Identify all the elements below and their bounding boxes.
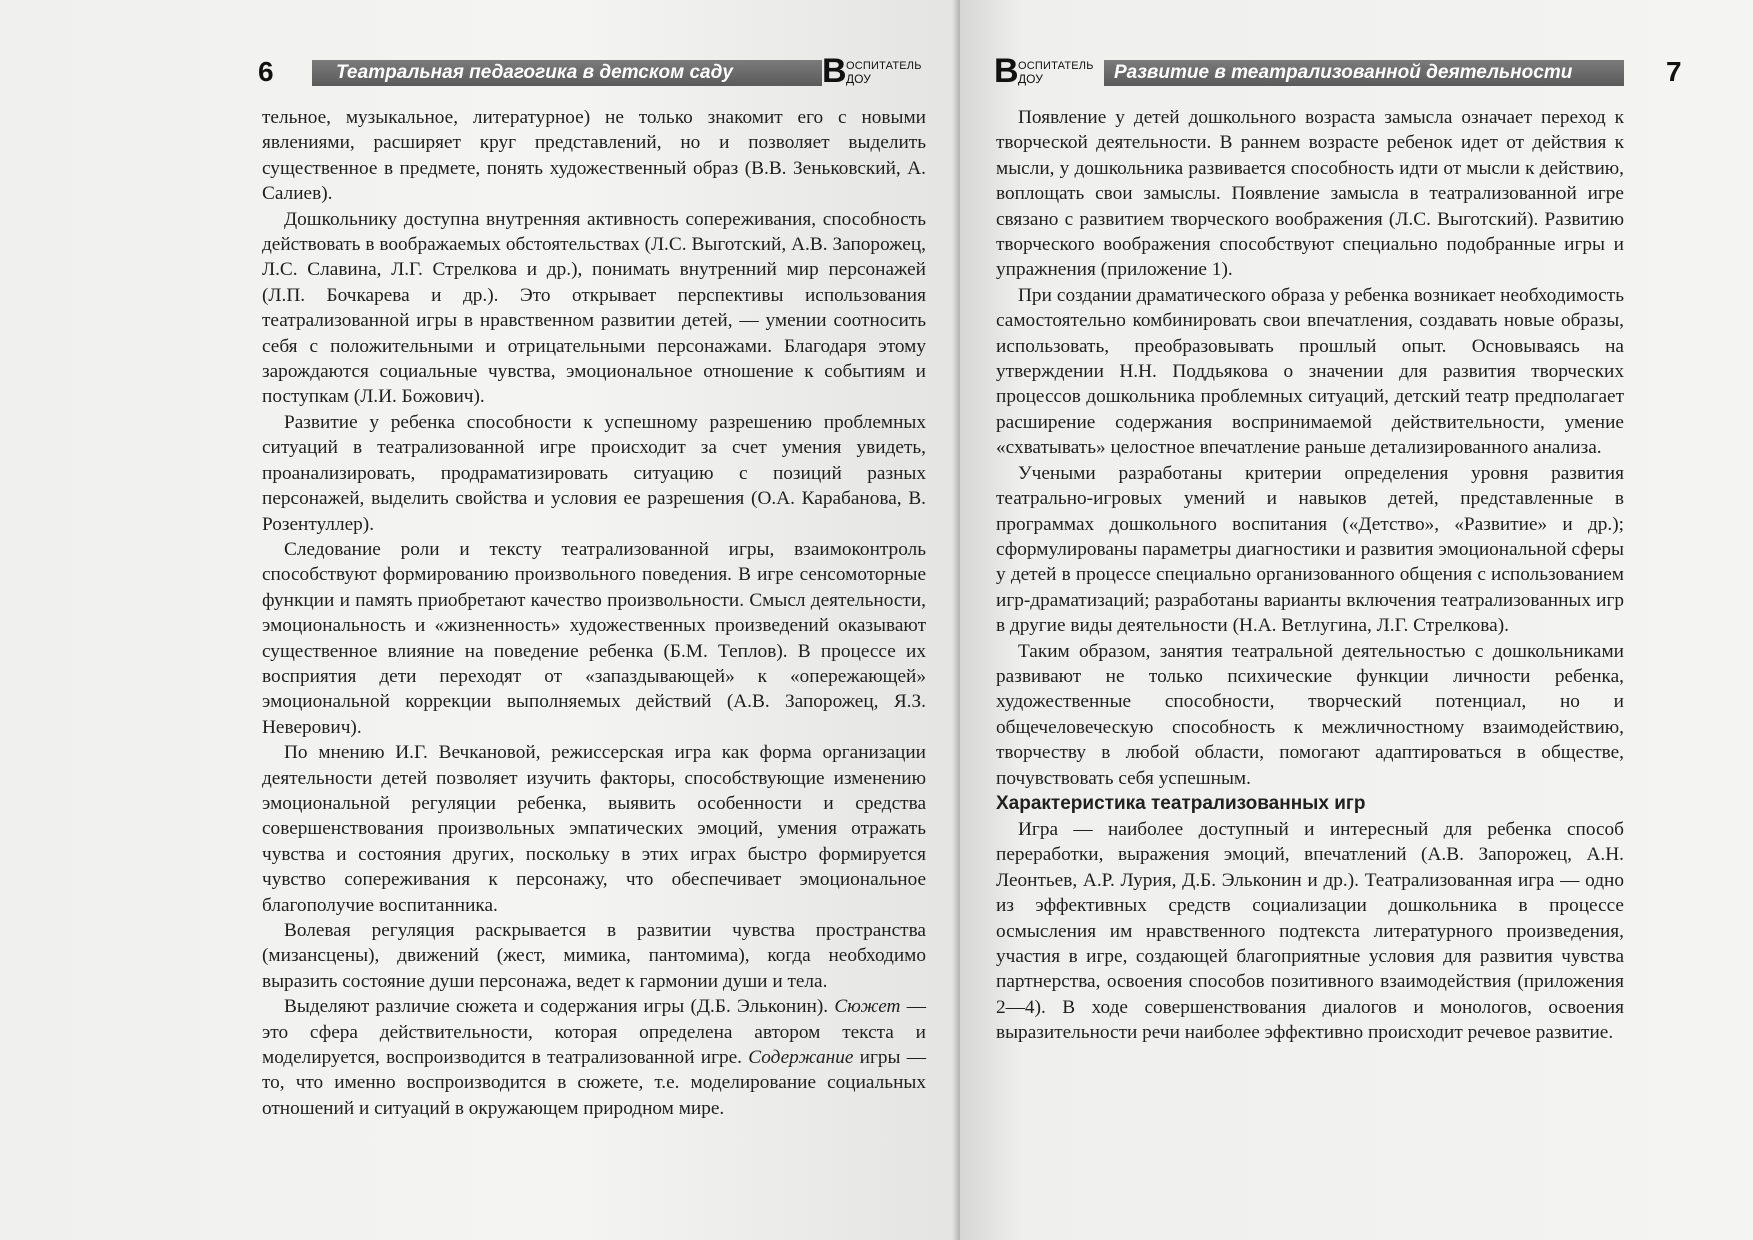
paragraph: Появление у детей дошкольного возраста замысла означает переход к творческой деятельности. В раннем возрасте ребенок идет от действия к мысли, у дошкольника развивается способность идти от мысли к действию, воплощать свои замыслы. Появление замысла в театрализованной игре связано с развитием творческого воображения (Л.С. Выготский). Развитию творческого воображения способствуют специально подобранные игры и упражнения (приложение 1). (996, 107, 1624, 281)
logo-initial: В (994, 52, 1019, 90)
paragraph-plot-content (262, 994, 926, 1121)
logo-line2: ДОУ (1018, 72, 1043, 86)
right-page-number: 7 (1666, 56, 1682, 87)
logo-line2: ДОУ (846, 72, 871, 86)
left-page-number: 6 (258, 56, 274, 87)
paragraph: При создании драматического образа у ребенка возникает необходимость самостоятельно комбинировать свои впечатления, создавать новые образы, использовать, преобразовывать прошлый опыт. Основываясь на утверждении Н.Н. Поддьякова о значении для развития творческих процессов дошкольника проблемных ситуаций, детский театр предполагает расширение содержания воспринимаемой действительности, умение «схватывать» целостное впечатление раньше детализированного анализа. (996, 284, 1624, 459)
paragraph: Волевая регуляция раскрывается в развитии чувства пространства (мизансцены), движений (жест, мимика, пантомима), когда необходимо выразить состояние души персонажа, ведет к гармонии души и тела. (262, 920, 926, 992)
logo-line1: ОСПИТАТЕЛЬ (846, 60, 922, 72)
paragraph: Дошкольнику доступна внутренняя активность сопереживания, способность действовать в воображаемых обстоятельствах (Л.С. Выготский, А.В. Запорожец, Л.С. Славина, Л.Г. Стрелкова и др.), понимать внутренний мир персонажей (Л.П. Бочкарева и др.). Это открывает перспективы использования театрализованной игры в нравственном развитии детей, — умении соотносить себя с положительными и отрицательными персонажами. Благодаря этому зарождаются социальные чувства, эмоциональное отношение к событиям и поступкам (Л.И. Божович). (262, 208, 926, 408)
term-content: Содержание (748, 1047, 854, 1069)
left-page-header (250, 52, 940, 88)
left-running-title: Театральная педагогика в детском саду (312, 60, 822, 86)
plot-definition: — это сфера действительности, которая определена автором текста и моделируется, воспроизводится в театрализованной игре. (262, 996, 926, 1069)
logo-initial: В (822, 52, 847, 90)
right-page (960, 0, 1753, 1240)
left-text-column (262, 105, 926, 1121)
publisher-logo (994, 52, 1104, 90)
logo-line1: ОСПИТАТЕЛЬ (1018, 60, 1094, 72)
paragraph: тельное, музыкальное, литературное) не только знакомит его с новыми явлениями, расширяет круг представлений, но и позволяет выделить существенное в предмете, понять художественный образ (В.В. Зеньковский, А. Салиев). (262, 107, 926, 205)
paragraph: Игра — наиболее доступный и интересный для ребенка способ переработки, выражения эмоций, впечатлений (А.В. Запорожец, А.Н. Леонтьев, А.Р. Лурия, Д.Б. Эльконин и др.). Театрализованная игра — одно из эффективных средств социализации дошкольника в процессе осмысления им нравственного подтекста литературного произведения, участия в игре, создающей благоприятные условия для развития чувства партнерства, освоения способов позитивного взаимодействия (приложения 2—4). В ходе совершенствования диалогов и монологов, освоения выразительности речи наиболее эффективно происходит речевое развитие. (996, 818, 1624, 1044)
right-running-title: Развитие в театрализованной деятельности (1104, 60, 1624, 86)
paragraph: Учеными разработаны критерии определения уровня развития театрально-игровых умений и навыков детей, представленные в программах дошкольного воспитания («Детство», «Развитие» и др.); сформулированы параметры диагностики и развития эмоциональной сферы у детей в процессе специально организованного общения с использованием игр-драматизаций; разработаны варианты включения театрализованных игр в другие виды деятельности (Н.А. Ветлугина, Л.Г. Стрелкова). (996, 462, 1624, 637)
paragraph: Следование роли и тексту театрализованной игры, взаимоконтроль способствуют формированию произвольного поведения. В игре сенсомоторные функции и память приобретают качество произвольности. Смысл деятельности, эмоциональность и «жизненность» художественных произведений оказывают существенное влияние на поведение ребенка (Б.М. Теплов). В процессе их восприятия дети переходят от «запаздывающей» к «опережающей» эмоциональной коррекции выполняемых действий (А.В. Запорожец, Я.З. Неверович). (262, 538, 926, 738)
plot-intro: Выделяют различие сюжета и содержания игры (Д.Б. Эльконин). (284, 996, 829, 1018)
publisher-logo (822, 52, 932, 90)
paragraph: Развитие у ребенка способности к успешному разрешению проблемных ситуаций в театрализованной игре происходит за счет умения увидеть, проанализировать, продраматизировать ситуацию с позиций разных персонажей, выделить свойства и условия ее разрешения (О.А. Карабанова, В. Розентуллер). (262, 411, 926, 535)
content-definition: игры — то, что именно воспроизводится в сюжете, т.е. моделирование социальных отношений и ситуаций в окружающем природном мире. (262, 1047, 927, 1119)
right-text-column (996, 105, 1624, 1046)
section-title: Характеристика театрализованных игр (996, 792, 1366, 814)
paragraph: Таким образом, занятия театральной деятельностью с дошкольниками развивают не только психические функции личности ребенка, художественные способности, творческий потенциал, но и общечеловеческую способность к межличностному взаимодействию, творчеству в любой области, помогают адаптироваться в обществе, почувствовать себя успешным. (996, 640, 1624, 789)
term-plot: Сюжет (834, 996, 901, 1018)
paragraph: По мнению И.Г. Вечкановой, режиссерская игра как форма организации деятельности детей позволяет изучить факторы, способствующие изменению эмоциональной регуляции ребенка, выявить особенности и средства совершенствования произвольных эмпатических эмоций, умения отражать чувства и состояния других, поскольку в этих играх быстро формируется чувство сопереживания к персонажу, что обеспечивает эмоциональное благополучие воспитанника. (262, 742, 926, 916)
right-page-header (994, 52, 1714, 88)
